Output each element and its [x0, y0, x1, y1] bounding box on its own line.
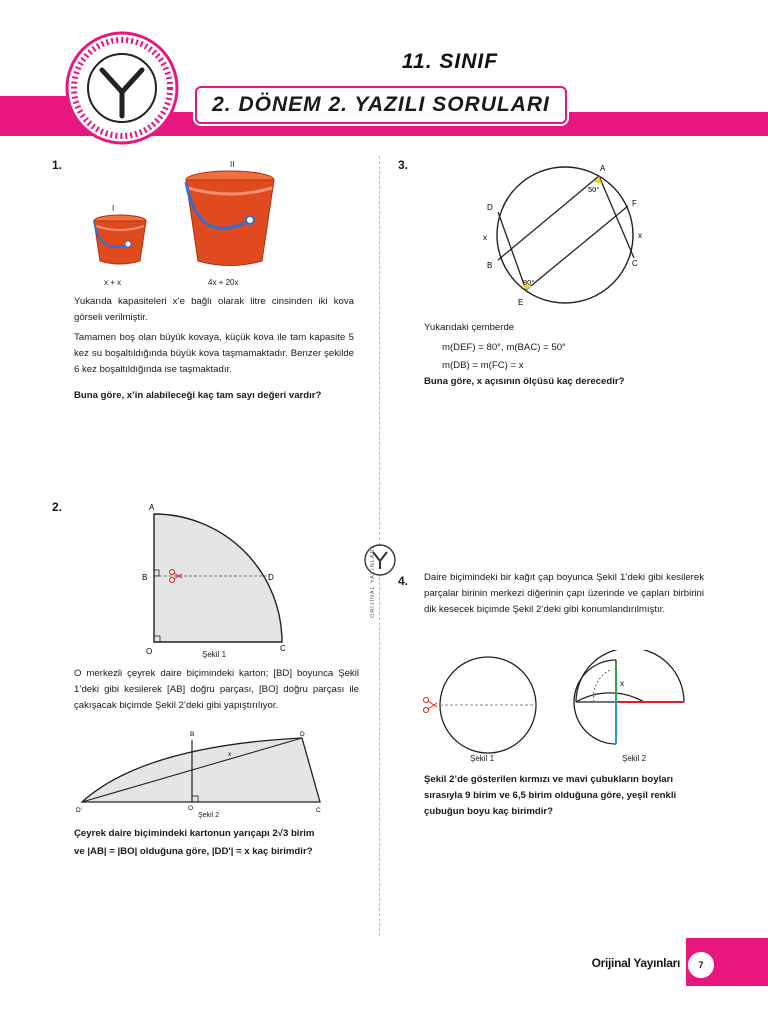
q3-label-B: B	[487, 261, 493, 270]
q3-intro: Yukarıdaki çemberde	[424, 322, 515, 333]
q2-figure-2	[74, 726, 344, 822]
q3-label-C: C	[632, 259, 638, 268]
q1-number: 1.	[52, 158, 63, 172]
q2-paragraph: O merkezli çeyrek daire biçimindeki karton; [BD] boyunca Şekil 1’deki gibi kesilerek [AB] doğru parçası, [BO] doğru parçası ile çakışacak biçimde Şekil 2’deki gibi yapıştırılıyor.	[74, 668, 359, 711]
q1-question: Buna göre, x’in alabileceği kaç tam sayı değeri vardır?	[74, 390, 322, 401]
q1-bucket2-label: II	[230, 160, 235, 169]
q2-number: 2.	[52, 500, 63, 514]
q3-label-A: A	[600, 164, 606, 173]
q2-fig2-label-O: O	[188, 805, 194, 812]
q3-angle-50: 50°	[588, 185, 600, 194]
q1-bucket1-label: I	[112, 204, 115, 213]
q3-question: Buna göre, x açısının ölçüsü kaç derecedir?	[424, 376, 625, 387]
q2-fig2-label-x: x	[228, 751, 232, 758]
footer-publisher: Orijinal Yayınları	[591, 956, 680, 970]
q3-line2: m(DB) = m(FC) = x	[442, 360, 524, 371]
side-logo-text: ORİJİNAL YAYINLARI	[370, 546, 376, 618]
grade-title: 11. SINIF	[401, 50, 499, 73]
q1-bucket2-capacity: 4x + 20x	[208, 278, 239, 287]
q4-figures	[420, 650, 700, 760]
q3-number: 3.	[398, 158, 409, 172]
q4-number: 4.	[398, 574, 409, 588]
q3-angle-80: 80°	[523, 278, 535, 287]
q2-label-A: A	[149, 503, 155, 512]
q1-paragraph-2: Tamamen boş olan büyük kovaya, küçük kova ile tam kapasite 5 kez su boşaltıldığında büyük kova taşmamaktadır. Benzer şekilde 6 kez boşaltıldığında ise taşmaktadır.	[74, 332, 354, 375]
q1-paragraph-1: Yukarıda kapasiteleri x’e bağlı olarak litre cinsinden iki kova görseli verilmiştir.	[74, 296, 354, 323]
side-publisher-logo	[355, 505, 405, 615]
q3-label-F: F	[632, 199, 637, 208]
q2-question-line2: ve |AB| = |BO| olduğuna göre, |DD'| = x kaç birimdir?	[74, 846, 313, 857]
q2-fig2-label-C: C	[316, 807, 321, 814]
q4-fig1-caption: Şekil 1	[470, 754, 495, 763]
exam-title: 2. DÖNEM 2. YAZILI SORULARI	[195, 86, 567, 124]
q2-fig2-caption: Şekil 2	[198, 812, 220, 819]
q2-figure-1	[130, 500, 310, 660]
q3-label-x-left: x	[483, 233, 487, 242]
q2-label-D: D	[268, 573, 274, 582]
q2-fig2-label-D: D	[300, 731, 305, 738]
q4-label-x: x	[620, 679, 624, 688]
publisher-logo	[64, 30, 180, 146]
q3-label-D: D	[487, 203, 493, 212]
q2-label-B: B	[142, 573, 148, 582]
page-number: 7	[686, 950, 716, 980]
q4-paragraph: Daire biçimindeki bir kağıt çap boyunca Şekil 1’deki gibi kesilerek parçalar birinin merkezi diğerinin çapı üzerinde ve çapları birbirini dik kesecek biçimde Şekil 2’deki gibi konumlandırılmıştır.	[424, 572, 704, 615]
q2-label-O: O	[146, 647, 153, 656]
q2-question-line1: Çeyrek daire biçimindeki kartonun yarıçapı 2√3 birim	[74, 828, 315, 839]
big-bucket-icon	[186, 171, 274, 266]
q4-question: Şekil 2’de gösterilen kırmızı ve mavi çubukların boyları sırasıyla 9 birim ve 6,5 birim olduğuna göre, yeşil renkli çubuğun boyu kaç birimdir?	[424, 774, 677, 817]
q4-scissors-icon	[424, 698, 438, 713]
q2-label-C: C	[280, 644, 286, 653]
q2-fig1-caption: Şekil 1	[202, 650, 227, 659]
q1-buckets-figure	[88, 168, 288, 273]
q3-circle-figure	[470, 160, 660, 310]
q2-fig2-label-Dp: D'	[76, 807, 82, 814]
q4-fig2-caption: Şekil 2	[622, 754, 647, 763]
q3-label-x-right: x	[638, 231, 642, 240]
q3-line1: m(DEF) = 80°, m(BAC) = 50°	[442, 342, 566, 353]
q3-label-E: E	[518, 298, 524, 307]
small-bucket-icon	[94, 215, 146, 264]
q1-bucket1-capacity: x + x	[104, 278, 122, 287]
q2-fig2-label-B: B	[190, 731, 195, 738]
